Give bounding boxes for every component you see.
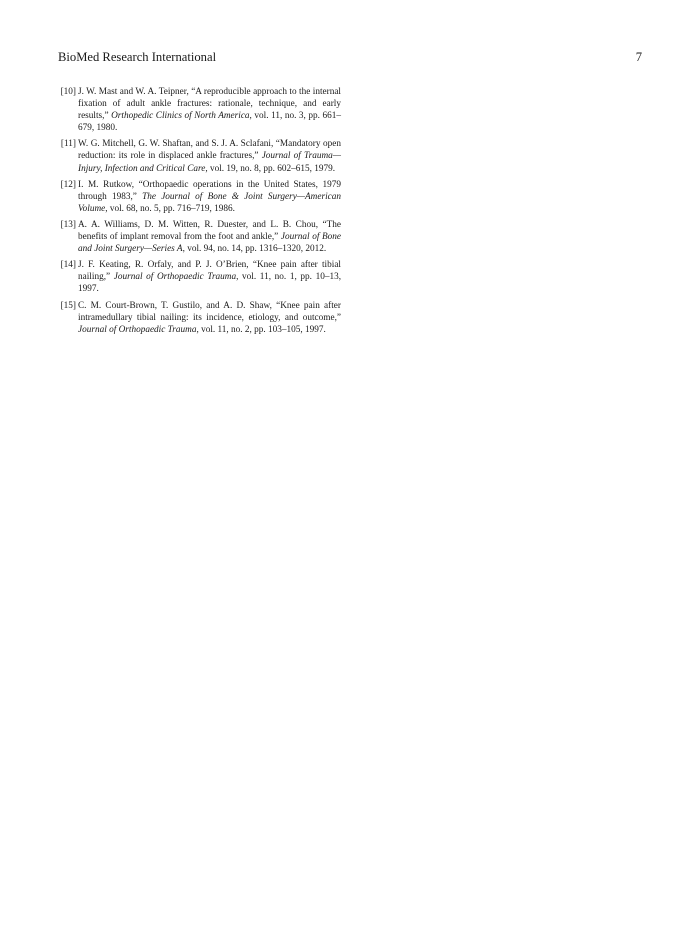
reference-source: Journal of Orthopaedic Trauma (78, 324, 197, 335)
running-header (58, 49, 642, 65)
reference-item (58, 86, 341, 134)
journal-title: BioMed Research International (58, 50, 217, 64)
reference-details: , vol. 11, no. 3, pp. 661–679, 1980. (78, 111, 341, 134)
reference-source: The Journal of Bone & Joint Surgery—American Volume (78, 191, 341, 214)
reference-number: [13] (60, 219, 76, 230)
reference-authors-title: C. M. Court-Brown, T. Gustilo, and A. D. Shaw, “Knee pain after intramedullary tibial nailing: its incidence, etiology, and outcome,” (78, 300, 341, 323)
reference-list (58, 86, 341, 340)
reference-item (58, 179, 341, 215)
reference-item (58, 300, 341, 336)
reference-details: , vol. 94, no. 14, pp. 1316–1320, 2012. (182, 244, 327, 255)
reference-details: , vol. 19, no. 8, pp. 602–615, 1979. (205, 163, 336, 174)
page-number: 7 (635, 50, 642, 64)
reference-number: [10] (60, 87, 76, 97)
reference-authors-title: I. M. Rutkow, “Orthopaedic operations in the United States, 1979 through 1983,” (78, 179, 341, 202)
reference-authors-title: W. G. Mitchell, G. W. Shaftan, and S. J. A. Sclafani, “Mandatory open reduction: its role in displaced ankle fractures,” (78, 139, 341, 162)
reference-item (58, 219, 341, 255)
reference-authors-title: J. F. Keating, R. Orfaly, and P. J. O’Brien, “Knee pain after tibial nailing,” (78, 260, 341, 283)
reference-number: [12] (60, 179, 76, 190)
reference-details: , vol. 68, no. 5, pp. 716–719, 1986. (105, 203, 235, 214)
reference-number: [15] (60, 300, 76, 311)
reference-authors-title: J. W. Mast and W. A. Teipner, “A reproducible approach to the internal fixation of adult ankle fractures: rationale, technique, and early results,” (78, 87, 341, 122)
reference-source: Journal of Bone and Joint Surgery—Series A (78, 232, 341, 255)
reference-number: [14] (60, 260, 76, 271)
reference-source: Orthopedic Clinics of North America (111, 111, 250, 122)
reference-item (58, 259, 341, 295)
reference-number: [11] (60, 139, 76, 150)
reference-item (58, 138, 341, 174)
reference-source: Journal of Trauma—Injury, Infection and Critical Care (78, 151, 341, 174)
reference-details: , vol. 11, no. 1, pp. 10–13, 1997. (78, 272, 342, 295)
reference-source: Journal of Orthopaedic Trauma (113, 272, 237, 283)
reference-authors-title: A. A. Williams, D. M. Witten, R. Duester, and L. B. Chou, “The benefits of implant removal from the foot and ankle,” (78, 219, 341, 243)
reference-details: , vol. 11, no. 2, pp. 103–105, 1997. (196, 324, 326, 335)
